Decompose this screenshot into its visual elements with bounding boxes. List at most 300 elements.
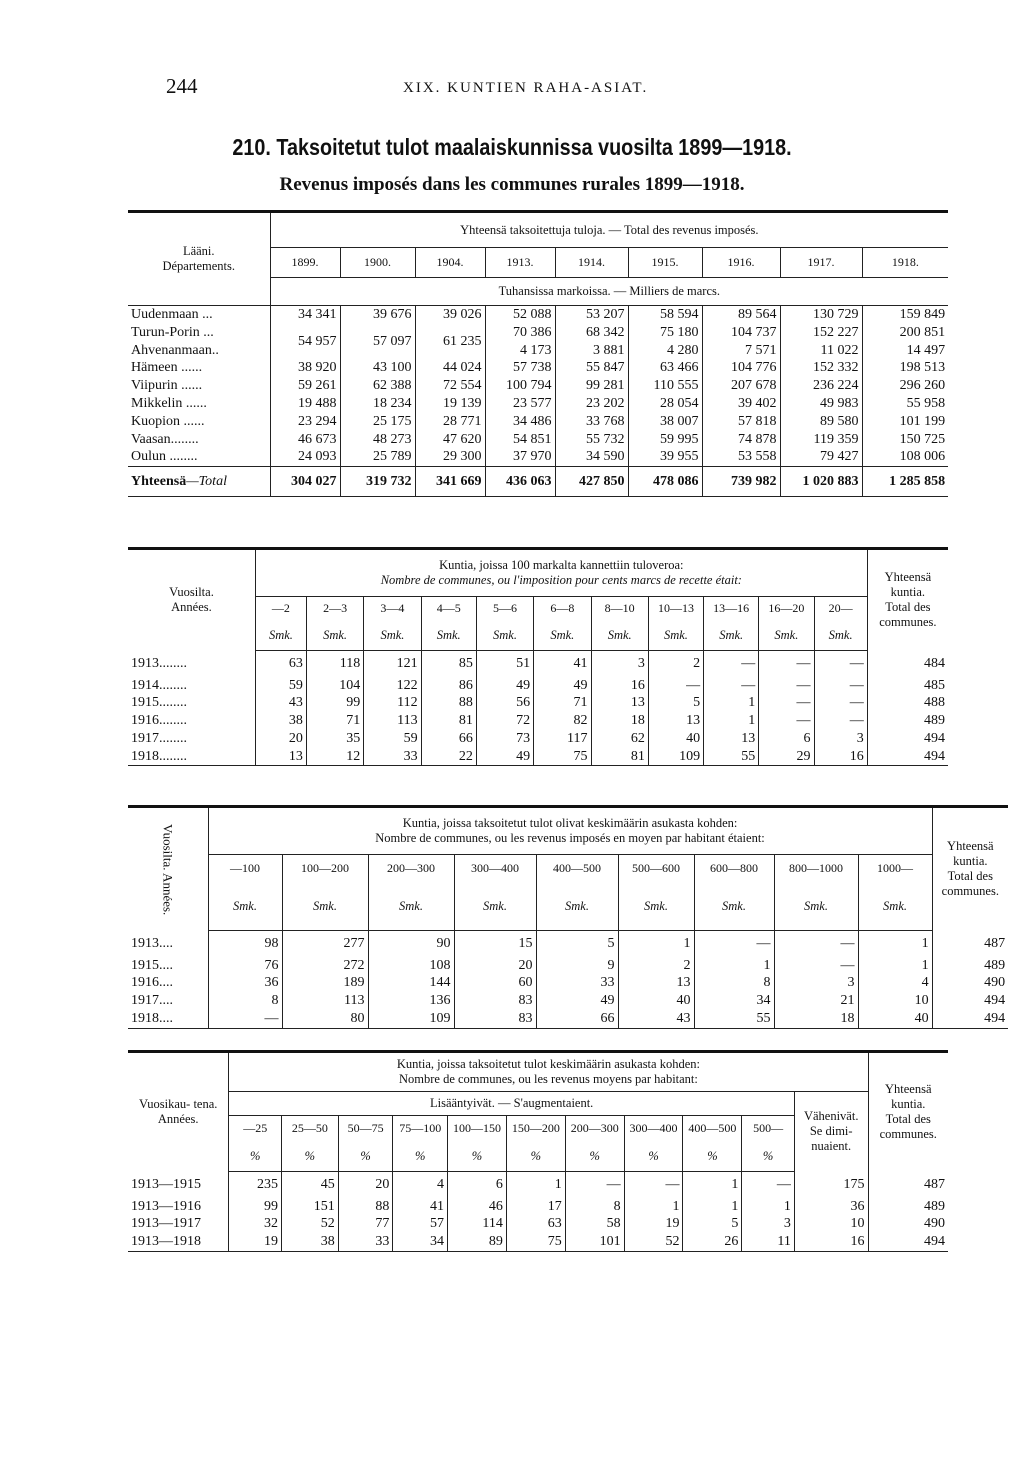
total-header-fi: Yhteensä kuntia.	[884, 1082, 932, 1112]
table-cell: 13	[618, 974, 694, 992]
department-name: Vaasan........	[131, 431, 199, 447]
year-label: 1918........	[131, 748, 187, 764]
table-cell: 76	[208, 957, 282, 975]
range-header: 8—10	[591, 597, 648, 621]
table-cell: 112	[364, 694, 421, 712]
table-cell: —	[759, 694, 814, 712]
table-cell: 1	[704, 712, 759, 730]
range-header: 100—200	[282, 855, 368, 883]
table-cell: 29	[759, 748, 814, 766]
table-cell: 98	[208, 931, 282, 957]
revenue-by-department-table	[128, 210, 948, 498]
table-cell: 490	[932, 974, 1008, 992]
total-cell: 436 063	[485, 467, 555, 497]
total-label	[128, 467, 270, 497]
range-header: —100	[208, 855, 282, 883]
table-cell: —	[624, 1172, 683, 1198]
table-title-french: Revenus imposés dans les communes rurales 1899—1918.	[279, 174, 745, 195]
table-cell: 59 261	[270, 377, 340, 395]
table-cell: 4 280	[628, 342, 702, 360]
table-cell: 33	[338, 1233, 393, 1251]
unit-label: Smk.	[536, 883, 618, 931]
department-name: Uudenmaan ...	[131, 307, 213, 322]
table-cell: 36	[208, 974, 282, 992]
table-cell: 40	[858, 1010, 932, 1028]
table-cell: 13	[591, 694, 648, 712]
table-cell: 49	[476, 677, 533, 695]
stub-label-fr: Années.	[157, 1112, 199, 1127]
table-cell: 104 737	[702, 324, 780, 342]
table-cell: 23 202	[555, 395, 628, 413]
year-label: 1918....	[131, 1010, 173, 1026]
table-row	[128, 712, 948, 730]
table-cell: —	[742, 1172, 795, 1198]
tax-rate-table	[128, 547, 948, 767]
table-row	[128, 931, 1008, 957]
table-row	[128, 413, 948, 431]
table-cell: 4	[858, 974, 932, 992]
table-cell: 19	[229, 1233, 282, 1251]
table-cell: 38	[281, 1233, 338, 1251]
table-cell: 485	[867, 677, 948, 695]
unit-label: Smk.	[648, 621, 703, 651]
merged-value: 54 957	[270, 324, 340, 360]
table-cell: 55 958	[862, 395, 948, 413]
unit-label: Smk.	[618, 883, 694, 931]
total-header-fi: Yhteensä kuntia.	[884, 570, 932, 600]
unit-label: Smk.	[306, 621, 363, 651]
table-cell: 71	[306, 712, 363, 730]
table-cell: 52	[281, 1215, 338, 1233]
table-cell: 101	[565, 1233, 624, 1251]
table-cell: 99	[306, 694, 363, 712]
table-cell: 11	[742, 1233, 795, 1251]
table-cell: 3	[814, 730, 867, 748]
table-cell: —	[814, 694, 867, 712]
year-header: 1914.	[555, 248, 628, 278]
table-bottom-rule	[128, 766, 948, 767]
running-head: XIX. KUNTIEN RAHA-ASIAT.	[403, 80, 649, 96]
range-header: 5—6	[476, 597, 533, 621]
table-cell: 47 620	[415, 431, 485, 449]
table-cell: 110 555	[628, 377, 702, 395]
range-header: 800—1000	[774, 855, 858, 883]
table-cell: 44 024	[415, 359, 485, 377]
table-cell: 494	[932, 1010, 1008, 1028]
table-cell: 68 342	[555, 324, 628, 342]
unit-label: %	[338, 1142, 393, 1172]
table-cell: 20	[338, 1172, 393, 1198]
table-cell: 51	[476, 651, 533, 677]
table-cell: 130 729	[780, 306, 862, 324]
table-cell: 74 878	[702, 431, 780, 449]
table-cell: 62	[591, 730, 648, 748]
group-header-fr: Nombre de communes, ou les revenus moyens par habitant:	[399, 1072, 698, 1086]
table-cell: 1	[683, 1172, 742, 1198]
table-cell: 23 577	[485, 395, 555, 413]
table-cell: 19	[624, 1215, 683, 1233]
department-name: Kuopion ......	[131, 413, 205, 429]
table-cell: 13	[648, 712, 703, 730]
table-cell: 1	[858, 957, 932, 975]
table-cell: 6	[759, 730, 814, 748]
total-cell: 304 027	[270, 467, 340, 497]
page-number: 244	[166, 74, 198, 98]
table-title-finnish: 210. Taksoitetut tulot maalaiskunnissa vuosilta 1899—1918.	[232, 134, 792, 160]
year-header: 1904.	[415, 248, 485, 278]
table-cell: 37 970	[485, 448, 555, 466]
year-label: 1913........	[131, 655, 187, 671]
unit-label: Smk.	[591, 621, 648, 651]
table-cell: 39 676	[340, 306, 415, 324]
table-cell: 75	[506, 1233, 565, 1251]
table-cell: 72	[476, 712, 533, 730]
range-header: 10—13	[648, 597, 703, 621]
table-cell: 49	[534, 677, 591, 695]
table-cell: 7 571	[702, 342, 780, 360]
group-header-fi: Kuntia, joissa taksoitetut tulot keskimäärin asukasta kohden:	[396, 1057, 700, 1071]
table-cell: 1	[506, 1172, 565, 1198]
table-cell: 75 180	[628, 324, 702, 342]
table-cell: —	[814, 651, 867, 677]
table-cell: 55	[694, 1010, 774, 1028]
total-cell: 1 285 858	[862, 467, 948, 497]
table-cell: 198 513	[862, 359, 948, 377]
table-cell: 101 199	[862, 413, 948, 431]
table-cell: 17	[506, 1198, 565, 1216]
table-cell: 18 234	[340, 395, 415, 413]
table-cell: 33	[364, 748, 421, 766]
department-name: Turun-Porin ...	[131, 324, 214, 340]
table-cell: 108	[368, 957, 454, 975]
table-cell: 89	[448, 1233, 507, 1251]
group-header-fr: Nombre de communes, ou l'imposition pour cents marcs de recette était:	[380, 573, 742, 587]
total-header-fr: Total des communes.	[941, 869, 999, 899]
table-row	[128, 359, 948, 377]
table-cell: 34	[393, 1233, 448, 1251]
table-cell: 152 332	[780, 359, 862, 377]
table-cell: 52 088	[485, 306, 555, 324]
table-cell: 38 920	[270, 359, 340, 377]
table-cell: 41	[534, 651, 591, 677]
year-header: 1916.	[702, 248, 780, 278]
table-cell: 5	[683, 1215, 742, 1233]
table-cell: 490	[868, 1215, 948, 1233]
table-cell: 200 851	[862, 324, 948, 342]
table-cell: 8	[694, 974, 774, 992]
table-cell: —	[704, 677, 759, 695]
total-label-fi: Yhteensä	[131, 473, 187, 489]
unit-label: Smk.	[534, 621, 591, 651]
table-cell: 52	[624, 1233, 683, 1251]
table-cell: 53 207	[555, 306, 628, 324]
table-cell: 19 139	[415, 395, 485, 413]
range-header: 25—50	[281, 1116, 338, 1142]
table-cell: 49 983	[780, 395, 862, 413]
year-label: 1913—1917	[131, 1216, 201, 1232]
table-cell: 5	[536, 931, 618, 957]
total-header-fi: Yhteensä kuntia.	[947, 839, 994, 869]
table-cell: 49	[536, 992, 618, 1010]
table-cell: 175	[794, 1172, 868, 1198]
table-cell: 66	[421, 730, 476, 748]
table-cell: 59 995	[628, 431, 702, 449]
table-cell: 82	[534, 712, 591, 730]
table-cell: 49	[476, 748, 533, 766]
merged-value: 61 235	[415, 324, 485, 360]
table-cell: 43	[255, 694, 306, 712]
table-cell: 89 564	[702, 306, 780, 324]
year-label: 1913—1918	[131, 1234, 201, 1250]
table-cell: 487	[932, 931, 1008, 957]
table-cell: 85	[421, 651, 476, 677]
table-cell: 36	[794, 1198, 868, 1216]
table-cell: 33 768	[555, 413, 628, 431]
decrease-header-fr: Se dimi- nuaient.	[809, 1124, 853, 1154]
table-cell: 3 881	[555, 342, 628, 360]
table-cell: 494	[868, 1233, 948, 1251]
table-row	[128, 974, 1008, 992]
table-cell: 494	[932, 992, 1008, 1010]
table-cell: 83	[454, 1010, 536, 1028]
range-header: 4—5	[421, 597, 476, 621]
total-label-fr: —Total	[186, 473, 227, 489]
range-header: 500—600	[618, 855, 694, 883]
table-cell: 45	[281, 1172, 338, 1198]
year-label: 1914........	[131, 677, 187, 693]
unit-label: %	[683, 1142, 742, 1172]
range-header: 6—8	[534, 597, 591, 621]
table-cell: 77	[338, 1215, 393, 1233]
table-cell: 10	[794, 1215, 868, 1233]
table-cell: 119 359	[780, 431, 862, 449]
table-bottom-rule	[128, 1028, 1008, 1029]
range-header: 3—4	[364, 597, 421, 621]
table-cell: 66	[536, 1010, 618, 1028]
unit-label: %	[624, 1142, 683, 1172]
table-row	[128, 1010, 1008, 1028]
stub-label-fi: Vuosikau- tena.	[139, 1097, 218, 1112]
stub-label-fr: Départements.	[162, 259, 236, 273]
unit-header: Tuhansissa markoissa. — Milliers de marcs.	[270, 278, 948, 306]
table-row	[128, 651, 948, 677]
table-cell: 89 580	[780, 413, 862, 431]
total-cell: 478 086	[628, 467, 702, 497]
table-cell: —	[648, 677, 703, 695]
table-cell: 3	[742, 1215, 795, 1233]
table-cell: 55 732	[555, 431, 628, 449]
table-row	[128, 1198, 948, 1216]
table-cell: 88	[338, 1198, 393, 1216]
year-label: 1917....	[131, 993, 173, 1009]
unit-label: %	[565, 1142, 624, 1172]
table-cell: 494	[867, 730, 948, 748]
table-cell: 104	[306, 677, 363, 695]
table-cell: 59	[255, 677, 306, 695]
year-label: 1913....	[131, 935, 173, 951]
range-header: —2	[255, 597, 306, 621]
total-cell: 427 850	[555, 467, 628, 497]
revenue-change-table	[128, 1050, 948, 1252]
table-cell: 29 300	[415, 448, 485, 466]
table-cell: 494	[867, 748, 948, 766]
unit-label: Smk.	[814, 621, 867, 651]
table-cell: 121	[364, 651, 421, 677]
table-cell: 152 227	[780, 324, 862, 342]
table-cell: 34 486	[485, 413, 555, 431]
table-cell: 81	[591, 748, 648, 766]
table-cell: 28 054	[628, 395, 702, 413]
table-cell: 79 427	[780, 448, 862, 466]
table-cell: 16	[794, 1233, 868, 1251]
unit-label: %	[742, 1142, 795, 1172]
range-header: 300—400	[624, 1116, 683, 1142]
table-cell: 207 678	[702, 377, 780, 395]
table-cell: 3	[774, 974, 858, 992]
table-row	[128, 342, 948, 360]
table-cell: —	[759, 651, 814, 677]
table-cell: 10	[858, 992, 932, 1010]
table-bottom-rule	[128, 497, 948, 498]
table-cell: —	[774, 931, 858, 957]
table-cell: 150 725	[862, 431, 948, 449]
table-cell: 122	[364, 677, 421, 695]
table-cell: —	[814, 712, 867, 730]
table-cell: 39 402	[702, 395, 780, 413]
table-cell: —	[208, 1010, 282, 1028]
table-cell: 39 026	[415, 306, 485, 324]
year-label: 1913—1916	[131, 1198, 201, 1214]
table-bottom-rule	[128, 1251, 948, 1252]
table-cell: 1	[742, 1198, 795, 1216]
year-label: 1913—1915	[131, 1176, 201, 1192]
table-cell: 57 818	[702, 413, 780, 431]
year-header: 1899.	[270, 248, 340, 278]
unit-label: %	[506, 1142, 565, 1172]
table-cell: 99	[229, 1198, 282, 1216]
table-row	[128, 677, 948, 695]
table-cell: 2	[648, 651, 703, 677]
table-cell: 38 007	[628, 413, 702, 431]
table-cell: 1	[683, 1198, 742, 1216]
range-header: 2—3	[306, 597, 363, 621]
table-cell: 484	[867, 651, 948, 677]
table-cell: 113	[364, 712, 421, 730]
table-cell: 4	[393, 1172, 448, 1198]
table-row	[128, 992, 1008, 1010]
unit-label: %	[393, 1142, 448, 1172]
table-cell: 16	[814, 748, 867, 766]
table-cell: 13	[704, 730, 759, 748]
table-cell: 1	[858, 931, 932, 957]
range-header: 75—100	[393, 1116, 448, 1142]
table-cell: 24 093	[270, 448, 340, 466]
table-cell: 136	[368, 992, 454, 1010]
table-cell: 6	[448, 1172, 507, 1198]
table-cell: 4 173	[485, 342, 555, 360]
unit-label: Smk.	[704, 621, 759, 651]
department-name: Viipurin ......	[131, 378, 203, 394]
range-header: 200—300	[368, 855, 454, 883]
table-cell: 296 260	[862, 377, 948, 395]
table-cell: 1	[624, 1198, 683, 1216]
year-label: 1916....	[131, 975, 173, 991]
table-cell: 489	[868, 1198, 948, 1216]
table-cell: 34 341	[270, 306, 340, 324]
range-header: 1000—	[858, 855, 932, 883]
table-row	[128, 306, 948, 324]
department-name: Mikkelin ......	[131, 395, 207, 411]
table-cell: 38	[255, 712, 306, 730]
table-cell: —	[565, 1172, 624, 1198]
table-row	[128, 1233, 948, 1251]
table-cell: 62 388	[340, 377, 415, 395]
table-cell: 8	[565, 1198, 624, 1216]
table-cell: 108 006	[862, 448, 948, 466]
table-cell: —	[814, 677, 867, 695]
unit-label: %	[229, 1142, 282, 1172]
table-cell: 88	[421, 694, 476, 712]
total-header-fr: Total des communes.	[879, 1112, 937, 1142]
table-cell: 104 776	[702, 359, 780, 377]
table-cell: 54 851	[485, 431, 555, 449]
year-label: 1915........	[131, 695, 187, 711]
table-cell: 40	[648, 730, 703, 748]
year-label: 1917........	[131, 730, 187, 746]
table-cell: 144	[368, 974, 454, 992]
table-cell: 109	[368, 1010, 454, 1028]
table-cell: 56	[476, 694, 533, 712]
table-cell: 236 224	[780, 377, 862, 395]
table-cell: 113	[282, 992, 368, 1010]
range-header: 13—16	[704, 597, 759, 621]
unit-label: Smk.	[208, 883, 282, 931]
table-cell: 28 771	[415, 413, 485, 431]
unit-label: Smk.	[368, 883, 454, 931]
table-cell: —	[759, 677, 814, 695]
table-cell: —	[759, 712, 814, 730]
revenue-per-capita-table	[128, 805, 1008, 1029]
range-header: 200—300	[565, 1116, 624, 1142]
stub-label: Vuosilta. Années.	[160, 823, 176, 915]
table-cell: 2	[618, 957, 694, 975]
table-cell: 86	[421, 677, 476, 695]
table-cell: 1	[704, 694, 759, 712]
range-header: 600—800	[694, 855, 774, 883]
table-cell: 9	[536, 957, 618, 975]
range-header: 16—20	[759, 597, 814, 621]
table-cell: 100 794	[485, 377, 555, 395]
year-header: 1900.	[340, 248, 415, 278]
table-cell: 272	[282, 957, 368, 975]
stub-label-fi: Lääni.	[182, 244, 215, 258]
table-cell: 19 488	[270, 395, 340, 413]
unit-label: Smk.	[694, 883, 774, 931]
merged-value: 57 097	[340, 324, 415, 360]
table-cell: 58 594	[628, 306, 702, 324]
table-cell: 26	[683, 1233, 742, 1251]
table-row	[128, 957, 1008, 975]
range-header: 150—200	[506, 1116, 565, 1142]
table-cell: 34 590	[555, 448, 628, 466]
table-cell: 151	[281, 1198, 338, 1216]
table-cell: 41	[393, 1198, 448, 1216]
table-cell: 57 738	[485, 359, 555, 377]
table-cell: 3	[591, 651, 648, 677]
total-cell: 739 982	[702, 467, 780, 497]
table-cell: 53 558	[702, 448, 780, 466]
table-cell: 39 955	[628, 448, 702, 466]
